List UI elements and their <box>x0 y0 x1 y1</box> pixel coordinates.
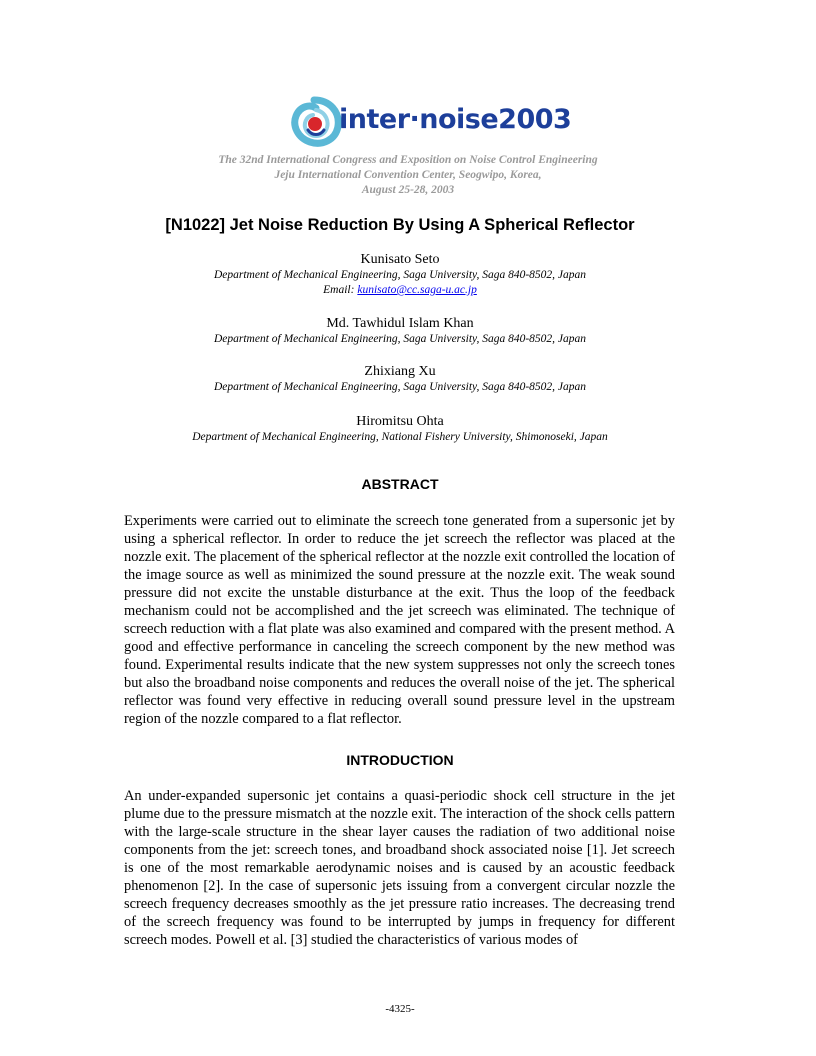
introduction-text: An under-expanded supersonic jet contains a quasi-periodic shock cell structure in the jet plume due to the pressure mismatch at the nozzle exit. The interaction of the shock cells pattern with the large-scale structure in the shear layer causes the radiation of two additional noise components from the jet: screech tones, and broadband shock associated noise [1]. Jet screech is one of the most remarkable aerodynamic noises and is caused by an acoustic feedback phenomenon [2]. In the case of supersonic jets issuing from a convergent circular nozzle the screech frequency decreases smoothly as the jet pressure ratio increases. The decreasing trend of the screech frequency was found to be interrupted by jumps in frequency for different screech modes. Powell et al. [3] studied the characteristics of various modes of <box>124 788 675 948</box>
email-link[interactable]: kunisato@cc.saga-u.ac.jp <box>357 284 477 296</box>
author-affiliation: Department of Mechanical Engineering, Saga University, Saga 840-8502, Japan <box>213 381 587 393</box>
author-affiliation: Department of Mechanical Engineering, Saga University, Saga 840-8502, Japan <box>213 333 587 345</box>
author-affiliation: Department of Mechanical Engineering, National Fishery University, Shimonoseki, Japan <box>192 431 608 443</box>
author-name: Kunisato Seto <box>360 252 440 267</box>
logo-text: inter·noise2003 <box>339 104 572 135</box>
author-name: Zhixiang Xu <box>364 364 436 379</box>
author-name: Hiromitsu Ohta <box>356 414 444 429</box>
introduction-heading: INTRODUCTION <box>346 752 454 768</box>
conference-dates: August 25-28, 2003 <box>361 184 455 196</box>
email-label: Email: <box>323 284 358 296</box>
abstract-text: Experiments were carried out to eliminate the screech tone generated from a supersonic jet by using a spherical reflector. In order to reduce the jet screech the reflector was placed at the nozzle exit. The placement of the spherical reflector at the nozzle exit controlled the location of the image source as well as minimized the sound pressure at the nozzle exit. The weak sound pressure did not excite the unstable disturbance at the exit. Thus the loop of the feedback mechanism could not be accomplished and the jet screech was eliminated. The technique of screech reduction with a flat plate was also examined and compared with the present method. A good and effective performance in canceling the screech component by the new method was found. Experimental results indicate that the new system suppresses not only the screech tones but also the broadband noise components and reduces the overall noise of the jet. The spherical reflector was found very effective in reducing overall sound pressure level in the upstream region of the nozzle compared to a flat reflector. <box>124 513 675 727</box>
page-number: -4325- <box>385 1003 415 1015</box>
conference-logo <box>286 96 572 148</box>
author-affiliation: Department of Mechanical Engineering, Saga University, Saga 840-8502, Japan <box>213 269 587 281</box>
author-name: Md. Tawhidul Islam Khan <box>326 316 474 331</box>
paper-title: [N1022] Jet Noise Reduction By Using A Spherical Reflector <box>165 216 635 234</box>
swirl-logo-icon <box>286 96 342 148</box>
author-email-line <box>0 284 800 296</box>
abstract-heading: ABSTRACT <box>361 476 439 492</box>
conference-venue: Jeju International Convention Center, Seogwipo, Korea, <box>274 169 542 181</box>
conference-name: The 32nd International Congress and Exposition on Noise Control Engineering <box>218 154 598 166</box>
